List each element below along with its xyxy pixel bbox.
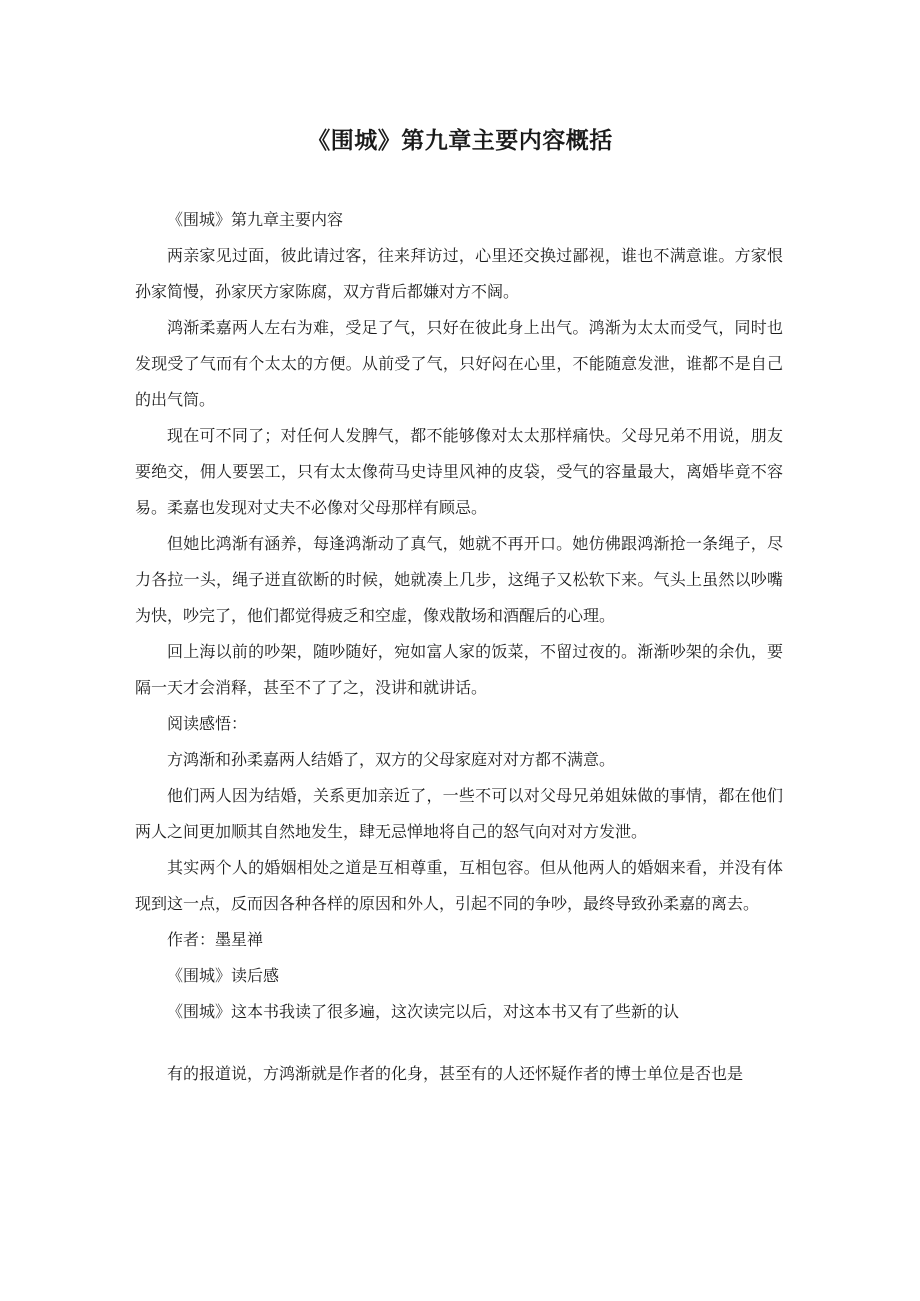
paragraph-subheading: 《围城》第九章主要内容 [167, 210, 344, 229]
paragraph: 现在可不同了；对任何人发脾气，都不能够像对太太那样痛快。父母兄弟不用说，朋友要绝交，佣人要罢工，只有太太像荷马史诗里风神的皮袋，受气的容量最大，离婚毕竟不容易。柔嘉也发现对丈夫不必像对父母那样有顾忌。 [135, 426, 783, 517]
author-line: 作者：墨星禅 [167, 930, 264, 949]
paragraph: 两亲家见过面，彼此请过客，往来拜访过，心里还交换过鄙视，谁也不满意谁。方家恨孙家简慢，孙家厌方家陈腐，双方背后都嫌对方不阔。 [135, 246, 783, 301]
paragraph: 他们两人因为结婚，关系更加亲近了，一些不可以对父母兄弟姐妹做的事情，都在他们两人之间更加顺其自然地发生，肆无忌惮地将自己的怒气向对对方发泄。 [135, 786, 783, 841]
paragraph: 回上海以前的吵架，随吵随好，宛如富人家的饭菜，不留过夜的。渐渐吵架的余仇，要隔一天才会消释，甚至不了了之，没讲和就讲话。 [135, 642, 783, 697]
page-title: 《围城》第九章主要内容概括 [307, 128, 613, 154]
paragraph: 有的报道说，方鸿渐就是作者的化身，甚至有的人还怀疑作者的博士单位是否也是 [167, 1064, 744, 1083]
paragraph-gap [135, 1030, 783, 1056]
article-body [135, 202, 783, 1092]
paragraph: 《围城》这本书我读了很多遍，这次读完以后，对这本书又有了些新的认 [167, 1002, 680, 1021]
paragraph: 其实两个人的婚姻相处之道是互相尊重，互相包容。但从他两人的婚姻来看，并没有体现到这一点，反而因各种各样的原因和外人，引起不同的争吵，最终导致孙柔嘉的离去。 [135, 858, 783, 913]
reading-insight-heading: 阅读感悟： [167, 714, 248, 733]
paragraph: 但她比鸿渐有涵养，每逢鸿渐动了真气，她就不再开口。她仿佛跟鸿渐抢一条绳子，尽力各拉一头，绳子迸直欲断的时候，她就凑上几步，这绳子又松软下来。气头上虽然以吵嘴为快，吵完了，他们都觉得疲乏和空虚，像戏散场和酒醒后的心理。 [135, 534, 783, 625]
paragraph: 鸿渐柔嘉两人左右为难，受足了气，只好在彼此身上出气。鸿渐为太太而受气，同时也发现受了气而有个太太的方便。从前受了气，只好闷在心里，不能随意发泄，谁都不是自己的出气筒。 [135, 318, 783, 409]
review-heading: 《围城》读后感 [167, 966, 280, 985]
paragraph: 方鸿渐和孙柔嘉两人结婚了，双方的父母家庭对对方都不满意。 [167, 750, 616, 769]
